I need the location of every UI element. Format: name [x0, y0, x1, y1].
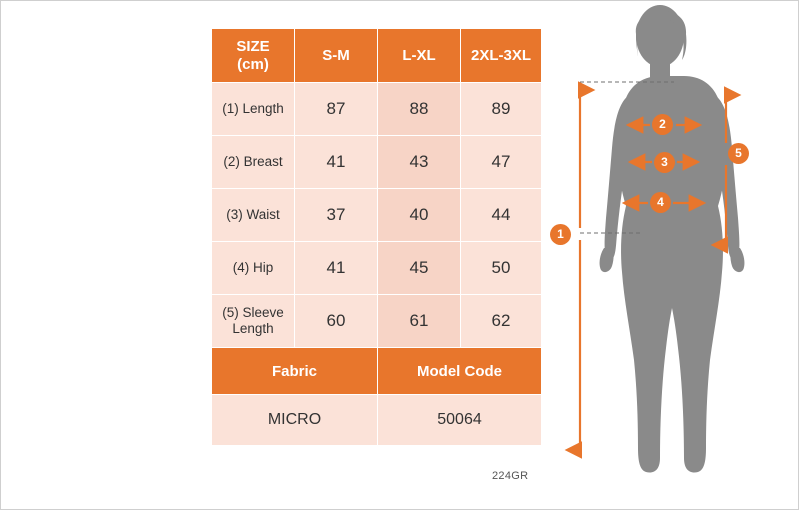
row-label-waist: (3) Waist [212, 189, 295, 242]
cell-length-sm: 87 [295, 83, 378, 136]
cell-breast-2xl3xl: 47 [461, 136, 542, 189]
size-chart-table [211, 28, 542, 446]
header-col-2xl3xl: 2XL-3XL [461, 29, 542, 83]
cell-hip-2xl3xl: 50 [461, 242, 542, 295]
cell-waist-sm: 37 [295, 189, 378, 242]
cell-breast-sm: 41 [295, 136, 378, 189]
cell-breast-lxl: 43 [378, 136, 461, 189]
female-body-silhouette [600, 5, 745, 472]
header-size-line2: (cm) [237, 55, 269, 73]
measurement-badge-2: 2 [652, 114, 673, 135]
cell-hip-lxl: 45 [378, 242, 461, 295]
measurement-badge-5: 5 [728, 143, 749, 164]
row-label-sleeve-length: (5) Sleeve Length [212, 295, 295, 348]
measurement-figure [548, 0, 800, 511]
row-label-length: (1) Length [212, 83, 295, 136]
table-footer-value-row [212, 395, 542, 446]
table-row [212, 83, 542, 136]
footer-header-fabric: Fabric [212, 348, 378, 395]
row-label-hip: (4) Hip [212, 242, 295, 295]
female-silhouette-diagram [548, 0, 800, 511]
footer-header-model-code: Model Code [378, 348, 542, 395]
measurement-badge-1: 1 [550, 224, 571, 245]
cell-sleeve-sm: 60 [295, 295, 378, 348]
cell-hip-sm: 41 [295, 242, 378, 295]
table-footer-header-row [212, 348, 542, 395]
cell-length-lxl: 88 [378, 83, 461, 136]
header-size-cell [212, 29, 295, 83]
cell-sleeve-lxl: 61 [378, 295, 461, 348]
cell-length-2xl3xl: 89 [461, 83, 542, 136]
cell-waist-2xl3xl: 44 [461, 189, 542, 242]
row-label-breast: (2) Breast [212, 136, 295, 189]
measurement-badge-4: 4 [650, 192, 671, 213]
product-code-label: 224GR [492, 470, 529, 482]
table-row [212, 242, 542, 295]
measurement-badge-3: 3 [654, 152, 675, 173]
header-col-lxl: L-XL [378, 29, 461, 83]
table-row [212, 136, 542, 189]
table-header-row [212, 29, 542, 83]
cell-waist-lxl: 40 [378, 189, 461, 242]
footer-value-model-code: 50064 [378, 395, 542, 446]
footer-value-fabric: MICRO [212, 395, 378, 446]
header-size-line1: SIZE [236, 38, 270, 56]
cell-sleeve-2xl3xl: 62 [461, 295, 542, 348]
header-col-sm: S-M [295, 29, 378, 83]
table-row [212, 189, 542, 242]
table-row [212, 295, 542, 348]
